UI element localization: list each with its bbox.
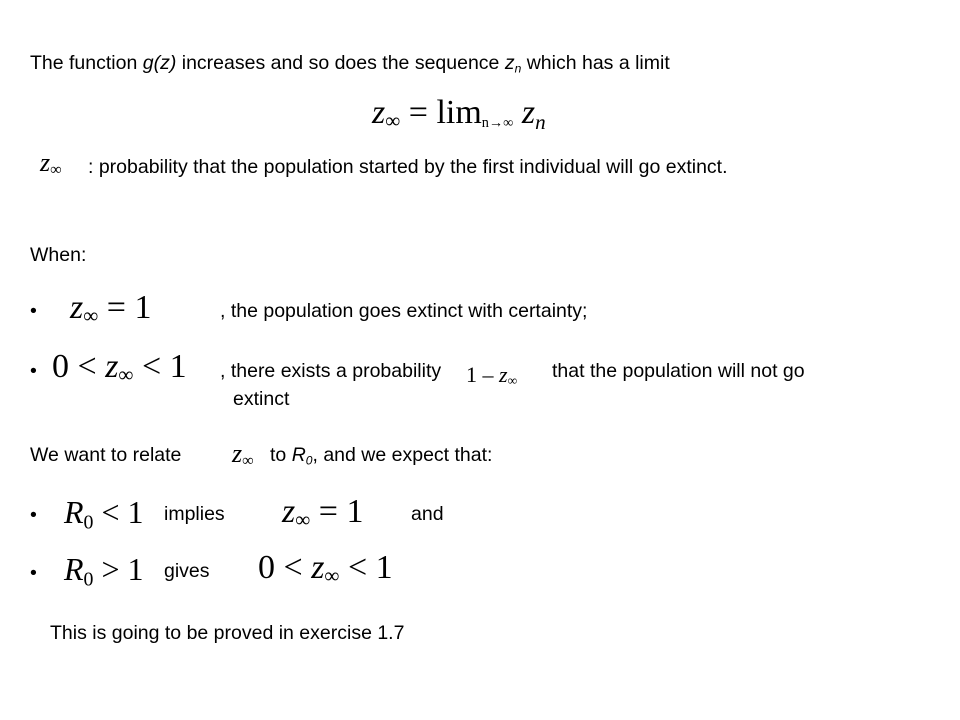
relate-text: We want to relate — [30, 444, 182, 466]
case1-text: , the population goes extinct with certainty; — [220, 300, 588, 322]
case2-math: 0 < z∞ < 1 — [52, 348, 187, 387]
z-infinity-equals-1: z∞ = 1 — [282, 493, 364, 532]
when-label: When: — [30, 244, 87, 266]
gives-label: gives — [164, 560, 210, 582]
z-infinity-symbol: z∞ — [40, 148, 62, 179]
implies-label: implies — [164, 503, 225, 525]
bullet: • — [30, 562, 37, 584]
case2-text-cont: that the population will not go — [552, 360, 805, 382]
r0-greater-than-1: $R_0 > 1$ — [64, 551, 144, 591]
bullet: • — [30, 504, 37, 526]
case2-text: , there exists a probability — [220, 360, 442, 382]
case1-math: z∞ = 1 — [70, 289, 152, 328]
probability-expression: 1 – z∞ — [466, 362, 518, 388]
closing-note: This is going to be proved in exercise 1.7 — [50, 622, 405, 644]
relate-text-cont: to $R_0$, and we expect that: — [270, 444, 493, 468]
bullet: • — [30, 360, 37, 382]
r0-less-than-1: $R_0 < 1$ — [64, 494, 144, 534]
and-label: and — [411, 503, 444, 525]
definition-text: : probability that the population started by the first individual will go extinct. — [88, 156, 728, 178]
z-infinity-symbol: z∞ — [232, 439, 254, 470]
z-infinity-range: 0 < z∞ < 1 — [258, 549, 393, 588]
limit-equation: $z\infty = \lim_{n\to\infty} z_n$ — [372, 94, 546, 134]
intro-sentence: The function g(z) increases and so does the sequence $z_n$ which has a limit — [30, 52, 670, 76]
case2-text-wrap: extinct — [233, 388, 290, 410]
bullet: • — [30, 300, 37, 322]
